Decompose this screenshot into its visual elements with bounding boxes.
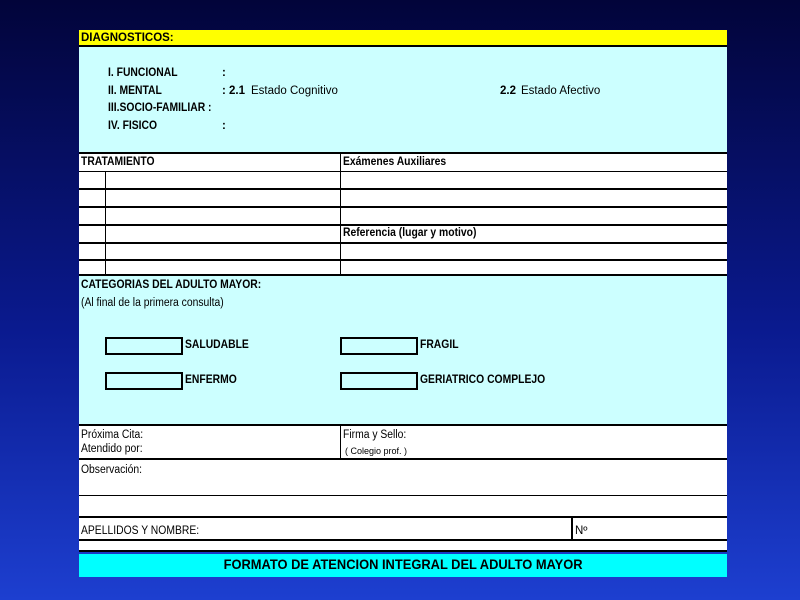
enfermo-checkbox[interactable] [105, 372, 183, 390]
geriatrico-label: GERIATRICO COMPLEJO [420, 374, 546, 386]
col-divider [340, 426, 341, 460]
cita-firma-row [79, 424, 727, 460]
mental-num-2: 2.2 [500, 85, 516, 97]
enfermo-label: ENFERMO [185, 374, 237, 386]
form-title-bar [79, 554, 727, 577]
categorias-header: CATEGORIAS DEL ADULTO MAYOR: [81, 279, 262, 291]
colegio-prof-label: ( Colegio prof. ) [345, 446, 408, 456]
mental-num-1: : 2.1 [222, 85, 246, 97]
diagnosticos-header-bar [79, 30, 727, 47]
funcional-colon: : [222, 67, 226, 79]
row-line [79, 495, 727, 496]
apellidos-label: APELLIDOS Y NOMBRE: [81, 525, 200, 537]
mental-text-2: Estado Afectivo [521, 85, 601, 97]
numero-label: Nº [575, 525, 588, 537]
row-line [79, 206, 727, 208]
mental-label: II. MENTAL [108, 85, 162, 97]
col-divider-main [340, 154, 341, 276]
mental-text-1: Estado Cognitivo [251, 85, 338, 97]
spacer-row [79, 541, 727, 552]
fisico-colon: : [222, 120, 226, 132]
observacion-field[interactable] [79, 460, 727, 516]
saludable-label: SALUDABLE [185, 339, 249, 351]
form-title: FORMATO DE ATENCION INTEGRAL DEL ADULTO MAYOR [223, 556, 583, 572]
categorias-panel [79, 276, 727, 424]
geriatrico-checkbox[interactable] [340, 372, 418, 390]
saludable-checkbox[interactable] [105, 337, 183, 355]
fisico-label: IV. FISICO [108, 120, 158, 132]
tratamiento-header: TRATAMIENTO [81, 156, 155, 168]
diagnosticos-header: DIAGNOSTICOS: [81, 32, 174, 44]
diagnosticos-panel [79, 47, 727, 152]
adult-care-form [79, 30, 727, 578]
row-line [79, 259, 727, 261]
fragil-checkbox[interactable] [340, 337, 418, 355]
funcional-label: I. FUNCIONAL [108, 67, 178, 79]
col-divider [571, 518, 573, 541]
socio-familiar-label: III.SOCIO-FAMILIAR : [108, 102, 212, 114]
referencia-header: Referencia (lugar y motivo) [343, 227, 477, 239]
row-line [79, 188, 727, 190]
proxima-cita-label: Próxima Cita: [81, 429, 144, 441]
paciente-row [79, 516, 727, 541]
fragil-label: FRAGIL [420, 339, 459, 351]
row-line [79, 171, 727, 172]
categorias-subheader: (Al final de la primera consulta) [81, 297, 224, 309]
row-line [79, 242, 727, 244]
observacion-label: Observación: [81, 464, 142, 476]
atendido-por-label: Atendido por: [81, 443, 143, 455]
tratamiento-table [79, 152, 727, 276]
firma-sello-label: Firma y Sello: [343, 429, 407, 441]
examenes-header: Exámenes Auxiliares [343, 156, 447, 168]
